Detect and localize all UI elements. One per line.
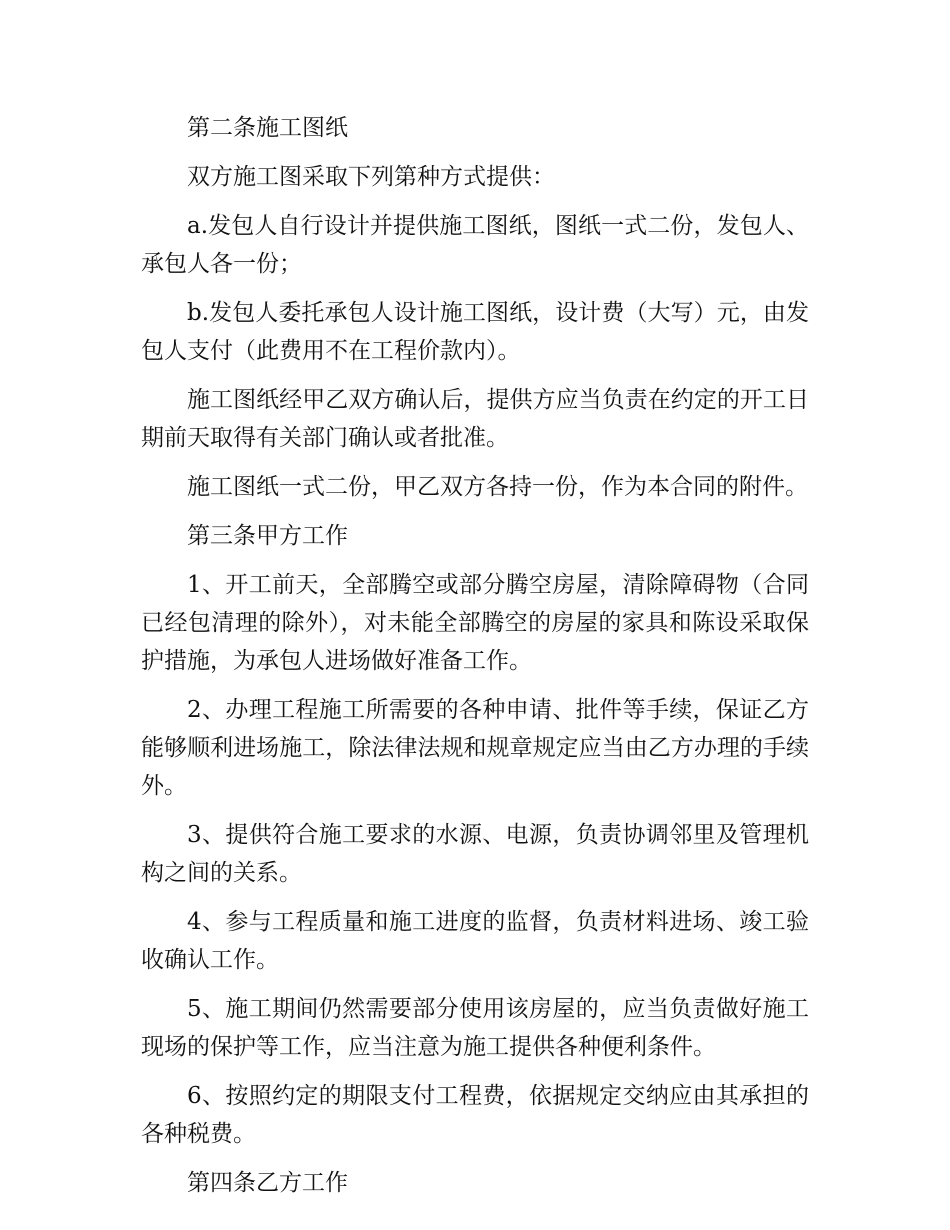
section-heading-article-4: 第四条乙方工作 — [187, 1170, 348, 1196]
paragraph-item-6: 6、按照约定的期限支付工程费，依据规定交纳应由其承担的各种税费。 — [141, 1083, 809, 1147]
paragraph-option-b: b.发包人委托承包人设计施工图纸，设计费（大写）元，由发包人支付（此费用不在工程价款内）。 — [141, 300, 809, 364]
paragraph-drawing-copies: 施工图纸一式二份，甲乙双方各持一份，作为本合同的附件。 — [187, 474, 808, 500]
paragraph-item-4: 4、参与工程质量和施工进度的监督，负责材料进场、竣工验收确认工作。 — [141, 909, 809, 973]
section-heading-article-3: 第三条甲方工作 — [187, 523, 348, 549]
paragraph-drawing-method: 双方施工图采取下列第种方式提供： — [187, 164, 555, 190]
paragraph-drawing-confirmation: 施工图纸经甲乙双方确认后，提供方应当负责在约定的开工日期前天取得有关部门确认或者批准。 — [141, 387, 809, 451]
paragraph-item-3: 3、提供符合施工要求的水源、电源，负责协调邻里及管理机构之间的关系。 — [141, 822, 809, 886]
paragraph-item-1: 1、开工前天，全部腾空或部分腾空房屋，清除障碍物（合同已经包清理的除外），对未能全部腾空的房屋的家具和陈设采取保护措施，为承包人进场做好准备工作。 — [141, 572, 809, 674]
document-body — [141, 109, 809, 1213]
paragraph-item-2: 2、办理工程施工所需要的各种申请、批件等手续，保证乙方能够顺利进场施工，除法律法规和规章规定应当由乙方办理的手续外。 — [141, 697, 809, 799]
paragraph-option-a: a.发包人自行设计并提供施工图纸，图纸一式二份，发包人、承包人各一份； — [141, 213, 809, 277]
paragraph-item-5: 5、施工期间仍然需要部分使用该房屋的，应当负责做好施工现场的保护等工作，应当注意为施工提供各种便利条件。 — [141, 996, 809, 1060]
section-heading-article-2: 第二条施工图纸 — [187, 115, 348, 141]
